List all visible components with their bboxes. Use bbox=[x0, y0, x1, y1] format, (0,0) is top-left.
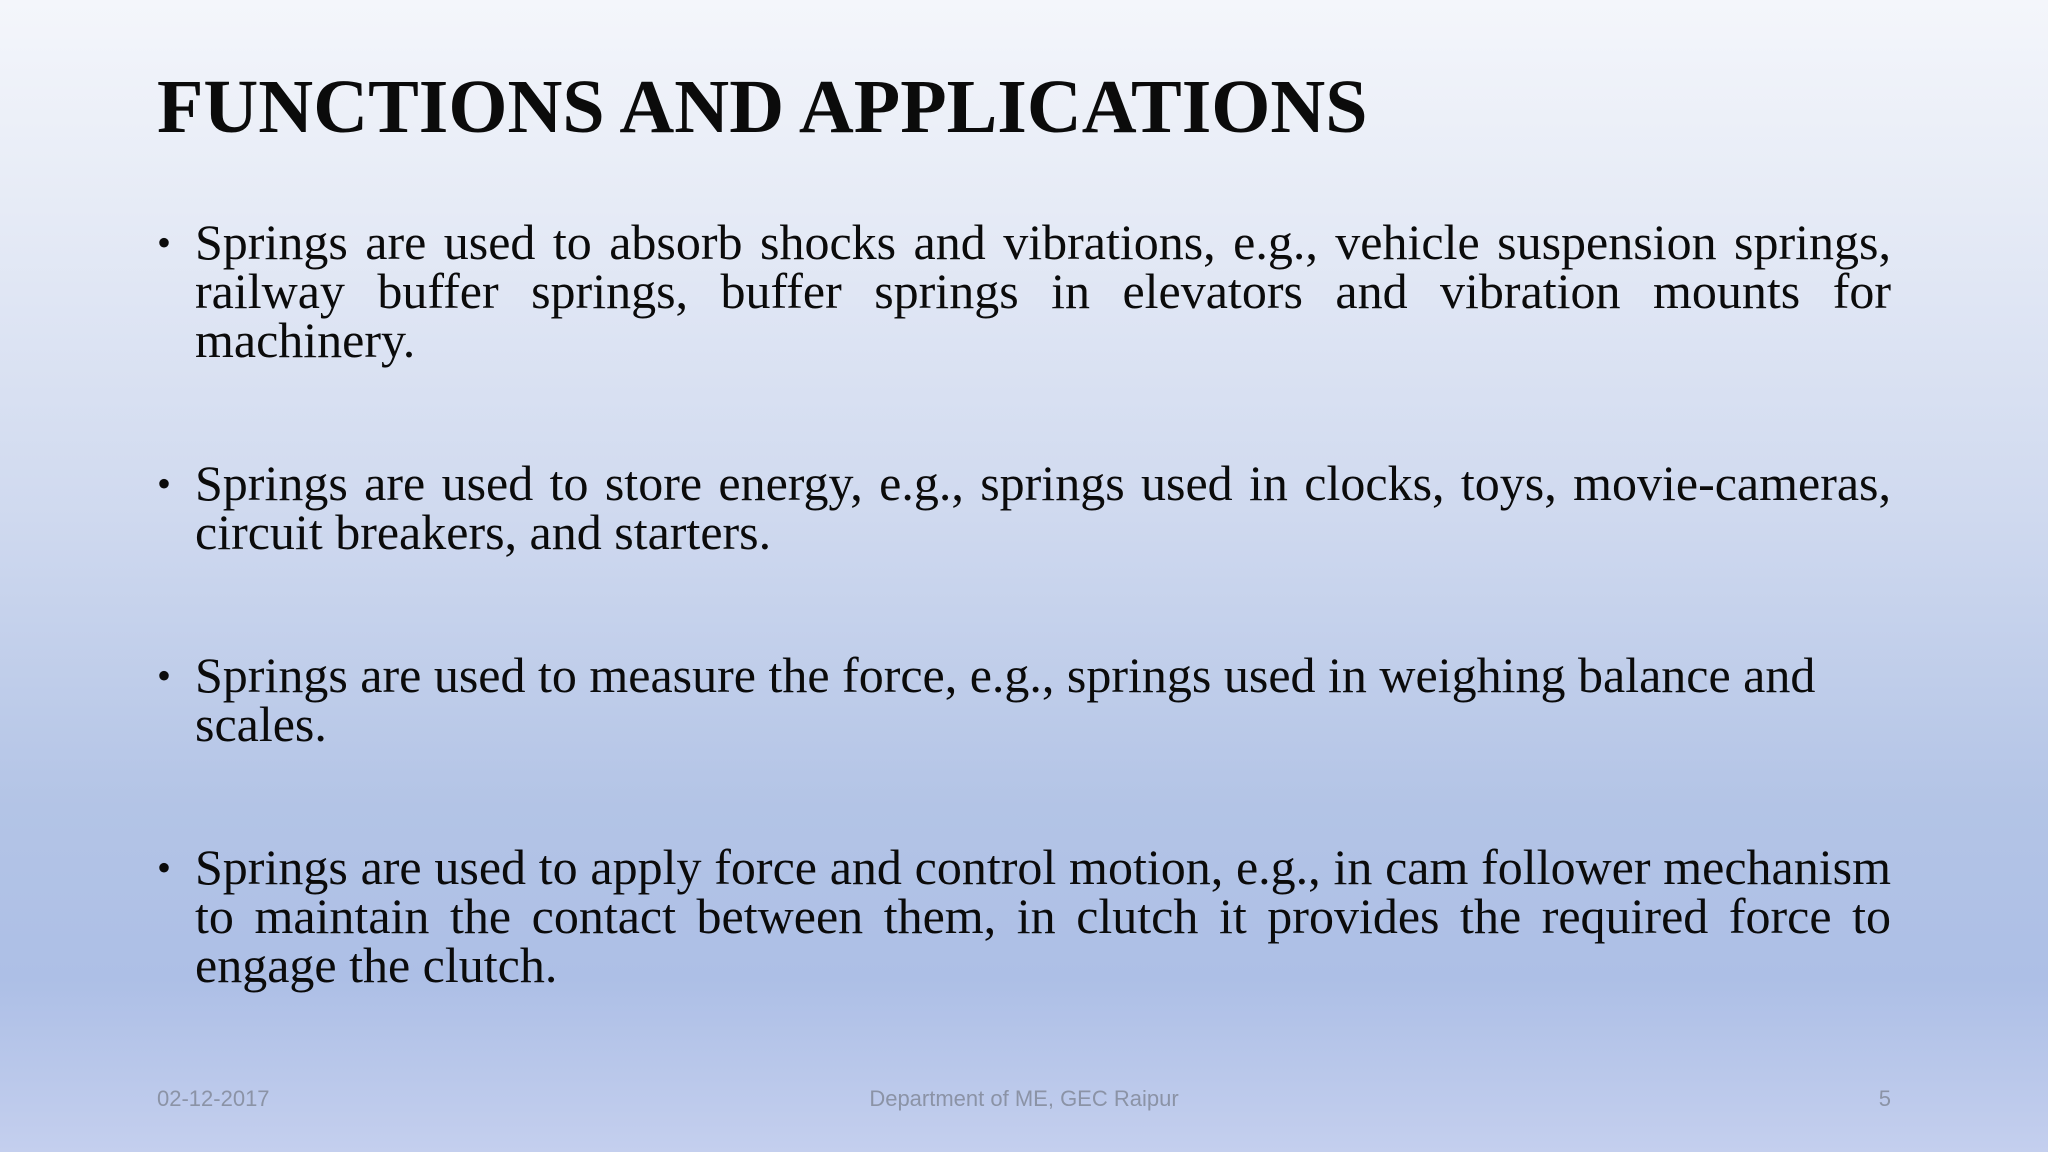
bullet-text: Springs are used to apply force and control motion, e.g., in cam follower mechanism to maintain the contact between them, in clutch it provides the required force to engage the clutch. bbox=[195, 839, 1891, 993]
bullet-text: Springs are used to store energy, e.g., springs used in clocks, toys, movie-cameras, circuit breakers, and starters. bbox=[195, 455, 1891, 560]
footer-department: Department of ME, GEC Raipur bbox=[869, 1086, 1179, 1111]
bullet-item-force-application bbox=[157, 839, 1891, 993]
bullet-icon: • bbox=[157, 461, 172, 506]
bullet-icon: • bbox=[157, 220, 172, 265]
bullet-item-shock-absorption bbox=[157, 214, 1891, 368]
bullet-text: Springs are used to measure the force, e.g., springs used in weighing balance and scales. bbox=[195, 647, 1816, 752]
footer-page-number: 5 bbox=[1878, 1086, 1891, 1111]
bullet-item-force-measurement bbox=[157, 647, 1891, 752]
bullet-list bbox=[157, 214, 1891, 993]
slide-title: FUNCTIONS AND APPLICATIONS bbox=[157, 65, 1368, 149]
bullet-text: Springs are used to absorb shocks and vibrations, e.g., vehicle suspension springs, railway buffer springs, buffer springs in elevators and vibration mounts for machinery. bbox=[195, 214, 1891, 368]
bullet-icon: • bbox=[157, 845, 172, 890]
footer-date: 02-12-2017 bbox=[157, 1086, 270, 1111]
bullet-item-energy-storage bbox=[157, 455, 1891, 560]
bullet-icon: • bbox=[157, 653, 172, 698]
